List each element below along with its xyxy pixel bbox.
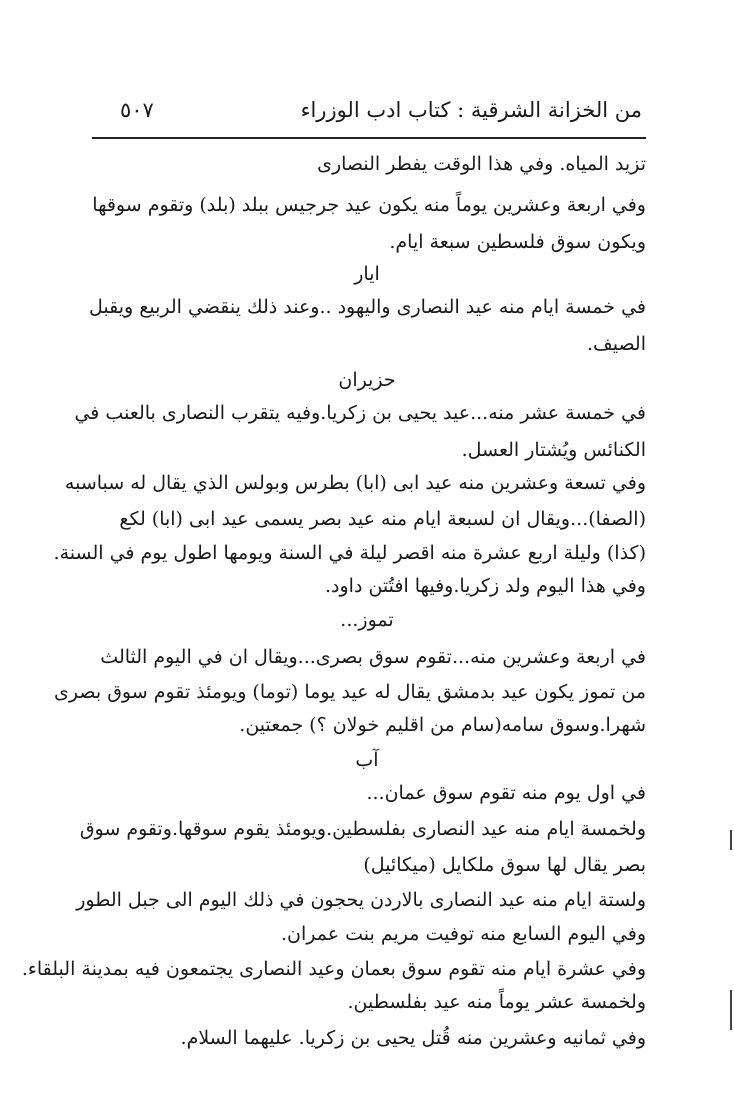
page-number: ٥٠٧: [120, 98, 154, 122]
text-line: وفي ثمانيه وعشرين منه قُتل يحيى بن زكريا. عليهما السلام.: [180, 1027, 646, 1049]
section-heading-haziran: حزيران: [338, 369, 396, 391]
text-line: وفي اربعة وعشرين يوماً منه يكون عيد جرجيس ببلد (بلد) وتقوم سوقها: [92, 194, 646, 216]
text-line: وفي اليوم السابع منه توفيت مريم بنت عمران.: [281, 923, 646, 945]
text-line: (الصفا)...ويقال ان لسبعة ايام منه عيد بصر يسمى عيد ابى (ابا) لكع: [119, 508, 646, 530]
text-line: في اربعة وعشرين منه...تقوم سوق بصرى...ويقال ان في اليوم الثالث: [100, 646, 646, 668]
text-line: الصيف.: [587, 333, 646, 355]
text-line: بصر يقال لها سوق ملكايل (ميكائيل): [363, 854, 646, 876]
text-line: شهرا.وسوق سامه(سام من اقليم خولان ؟) جمعتين.: [239, 714, 646, 736]
text-line: في اول يوم منه تقوم سوق عمان...: [366, 782, 646, 804]
text-line: ولخمسة ايام منه عيد النصارى بفلسطين.ويومئذ يقوم سوقها.وتقوم سوق: [79, 818, 646, 840]
running-title: من الخزانة الشرقية : كتاب ادب الوزراء: [300, 98, 642, 122]
scan-edge-mark: [730, 830, 732, 850]
text-line: من تموز يكون عيد بدمشق يقال له عيد يوما (توما) ويومئذ تقوم سوق بصرى: [54, 681, 646, 703]
page-header: [92, 92, 642, 132]
text-line: تزيد المياه. وفي هذا الوقت يفطر النصارى: [317, 153, 646, 175]
section-heading-ayyar: ايار: [354, 263, 380, 285]
text-line: (كذا) وليلة اربع عشرة منه اقصر ليلة في السنة ويومها اطول يوم في السنة.: [53, 542, 646, 564]
text-line: في خمسة عشر منه...عيد يحيى بن زكريا.وفيه يتقرب النصارى بالعنب في: [74, 402, 646, 424]
text-line: وفي تسعة وعشرين منه عيد ابى (ابا) بطرس وبولس الذي يقال له سباسبه: [64, 472, 646, 494]
header-rule: [92, 137, 646, 139]
text-line: ولخمسة عشر يوماً منه عيد بفلسطين.: [347, 991, 646, 1013]
section-heading-tammuz: تموز...: [340, 609, 394, 631]
text-line: الكنائس ويُشتار العسل.: [461, 439, 646, 461]
text-line: ولستة ايام منه عيد النصارى بالاردن يحجون في ذلك اليوم الى جبل الطور: [76, 889, 646, 911]
text-line: وفي عشرة ايام منه تقوم سوق بعمان وعيد النصارى يجتمعون فيه بمدينة البلقاء.: [21, 958, 646, 980]
text-line: ويكون سوق فلسطين سبعة ايام.: [389, 231, 646, 253]
scan-edge-mark: [730, 990, 732, 1030]
text-line: وفي هذا اليوم ولد زكريا.وفيها افتُتن داود.: [325, 575, 646, 597]
section-heading-ab: آب: [355, 749, 379, 771]
text-line: في خمسة ايام منه عيد النصارى واليهود ..وعند ذلك ينقضي الربيع ويقبل: [89, 296, 646, 318]
